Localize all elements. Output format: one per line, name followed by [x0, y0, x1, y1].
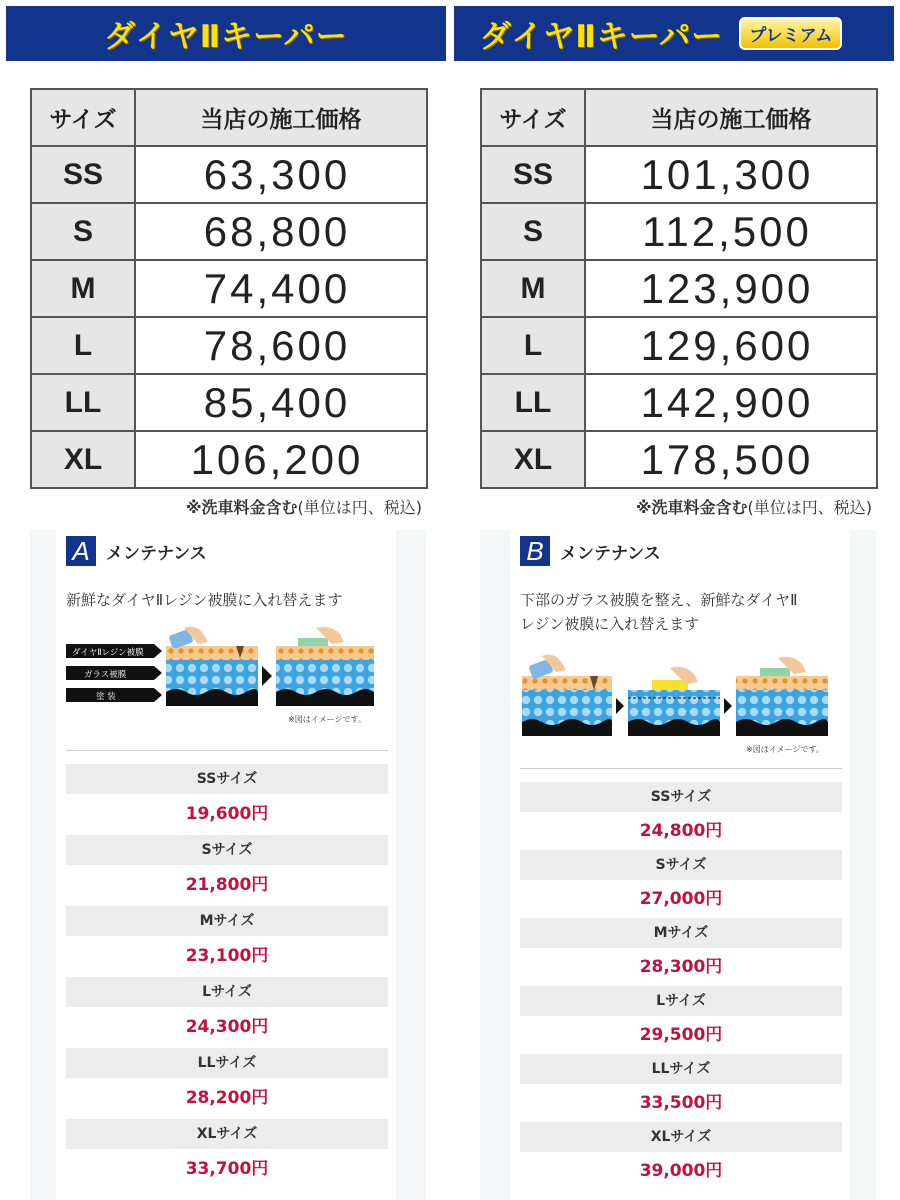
list-item-size: LLサイズ: [520, 1054, 842, 1084]
left-banner: [6, 6, 446, 61]
image-note: ※図はイメージです。: [288, 715, 366, 724]
header-price: 当店の施工価格: [135, 89, 427, 146]
header-size: サイズ: [31, 89, 135, 146]
table-row: [481, 317, 877, 374]
list-item-price: 27,000円: [639, 889, 723, 909]
panel-inner: [510, 530, 850, 1200]
list-item-size: XLサイズ: [520, 1122, 842, 1152]
list-item-price: 28,200円: [185, 1088, 269, 1108]
size-cell: LL: [481, 374, 585, 431]
note-rest: (単位は円、税込): [297, 498, 422, 517]
list-item-size: Sサイズ: [520, 850, 842, 880]
maintenance-illustration: [66, 626, 396, 736]
plan-letter-badge: B: [520, 536, 550, 566]
list-item-size: SSサイズ: [520, 782, 842, 812]
panel-inner: [56, 530, 396, 1200]
price-cell: 68,800: [135, 203, 427, 260]
size-cell: M: [481, 260, 585, 317]
maintenance-price-list: [66, 764, 388, 1190]
table-header-row: [31, 89, 427, 146]
table-row: [481, 260, 877, 317]
maintenance-price-list: [520, 782, 842, 1190]
list-item-price: 24,300円: [185, 1017, 269, 1037]
price-cell: 78,600: [135, 317, 427, 374]
list-item-size: Mサイズ: [66, 906, 388, 936]
size-cell: LL: [31, 374, 135, 431]
panel-description: 新鮮なダイヤⅡレジン被膜に入れ替えます: [66, 591, 343, 609]
legend-arrow-glass: [66, 666, 162, 680]
price-cell: 123,900: [585, 260, 877, 317]
maintenance-illustration: [520, 646, 830, 756]
price-cell: 101,300: [585, 146, 877, 203]
arrow-icon: [616, 698, 624, 714]
list-item-size: Mサイズ: [520, 918, 842, 948]
price-cell: 63,300: [135, 146, 427, 203]
plan-letter-badge: A: [66, 536, 96, 566]
list-item-price: 28,300円: [639, 957, 723, 977]
table-row: [31, 260, 427, 317]
header-size: サイズ: [481, 89, 585, 146]
layer-diagram-step3: [736, 657, 828, 736]
table-header-row: [481, 89, 877, 146]
list-item-size: Lサイズ: [520, 986, 842, 1016]
size-cell: L: [31, 317, 135, 374]
price-cell: 142,900: [585, 374, 877, 431]
legend-label-resin: ダイヤⅡレジン被膜: [72, 648, 144, 658]
price-cell: 85,400: [135, 374, 427, 431]
list-item-price: 33,500円: [639, 1093, 723, 1113]
right-column: [450, 0, 900, 1200]
list-item-price: 24,800円: [639, 821, 723, 841]
legend-arrow-paint: [66, 688, 162, 702]
list-item-size: LLサイズ: [66, 1048, 388, 1078]
size-cell: S: [31, 203, 135, 260]
layer-diagram-after: [276, 627, 374, 706]
arrow-icon: [724, 698, 732, 714]
price-cell: 178,500: [585, 431, 877, 488]
table-row: [31, 203, 427, 260]
size-cell: M: [31, 260, 135, 317]
legend-arrow-resin: [66, 644, 162, 658]
divider: [66, 750, 388, 751]
size-cell: S: [481, 203, 585, 260]
panel-heading: [520, 536, 661, 566]
header-price: 当店の施工価格: [585, 89, 877, 146]
table-row: [481, 431, 877, 488]
left-banner-title: ダイヤⅡキーパー: [104, 19, 348, 55]
table-row: [481, 146, 877, 203]
panel-title: メンテナンス: [106, 543, 207, 564]
divider: [520, 768, 842, 769]
list-item-size: XLサイズ: [66, 1119, 388, 1149]
legend-label-paint: 塗 装: [96, 692, 116, 702]
note-rest: (単位は円、税込): [747, 498, 872, 517]
size-cell: XL: [31, 431, 135, 488]
size-cell: XL: [481, 431, 585, 488]
list-item-price: 23,100円: [185, 946, 269, 966]
size-cell: SS: [481, 146, 585, 203]
list-item-price: 29,500円: [639, 1025, 723, 1045]
image-note: ※図はイメージです。: [746, 745, 824, 754]
panel-description: [520, 588, 842, 636]
left-price-note: [186, 495, 422, 518]
right-banner-title: ダイヤⅡキーパー: [480, 19, 724, 55]
layer-diagram-step1: [522, 655, 612, 736]
list-item-size: Lサイズ: [66, 977, 388, 1007]
right-banner: [454, 6, 894, 61]
list-item-price: 33,700円: [185, 1159, 269, 1179]
table-row: [31, 146, 427, 203]
list-item-price: 19,600円: [185, 804, 269, 824]
panel-title: メンテナンス: [560, 543, 661, 564]
table-row: [31, 374, 427, 431]
list-item-price: 21,800円: [185, 875, 269, 895]
table-row: [481, 374, 877, 431]
price-cell: 106,200: [135, 431, 427, 488]
table-row: [31, 317, 427, 374]
list-item-size: SSサイズ: [66, 764, 388, 794]
panel-heading: [66, 536, 207, 566]
layer-diagram-step2: [628, 667, 720, 736]
table-row: [31, 431, 427, 488]
size-cell: L: [481, 317, 585, 374]
table-row: [481, 203, 877, 260]
right-maintenance-panel: [480, 530, 876, 1200]
right-price-note: [636, 495, 872, 518]
price-cell: 74,400: [135, 260, 427, 317]
list-item-price: 39,000円: [639, 1161, 723, 1181]
premium-badge: プレミアム: [739, 17, 842, 50]
note-bold: ※洗車料金含む: [635, 498, 748, 517]
size-cell: SS: [31, 146, 135, 203]
note-bold: ※洗車料金含む: [185, 498, 298, 517]
right-price-table: [480, 88, 878, 489]
price-cell: 129,600: [585, 317, 877, 374]
left-price-table: [30, 88, 428, 489]
arrow-icon: [262, 666, 272, 686]
description-line: レジン被膜に入れ替えます: [520, 615, 700, 633]
price-cell: 112,500: [585, 203, 877, 260]
legend-label-glass: ガラス被膜: [84, 670, 127, 680]
description-line: 下部のガラス被膜を整え、新鮮なダイヤⅡ: [520, 591, 798, 609]
list-item-size: Sサイズ: [66, 835, 388, 865]
layer-diagram-before: [166, 627, 258, 706]
left-maintenance-panel: [30, 530, 426, 1200]
